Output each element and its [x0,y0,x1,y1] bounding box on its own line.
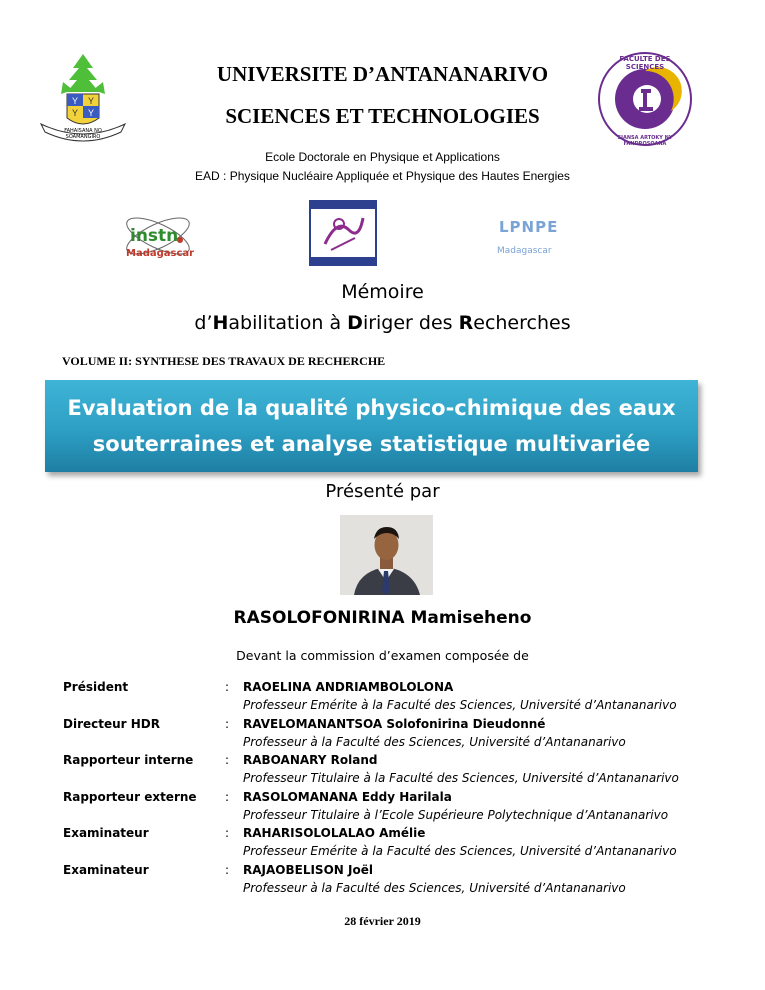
jury-list [63,680,723,900]
jury-role: Président [63,680,129,694]
jury-affiliation: Professeur à la Faculté des Sciences, Université d’Antananarivo [243,880,626,895]
physics-department-logo [309,200,377,266]
jury-role: Rapporteur interne [63,753,194,768]
jury-colon: : [225,716,230,731]
memoire-heading: Mémoire [341,281,424,303]
jury-affiliation: Professeur Titulaire à la Faculté des Sciences, Université d’Antananarivo [243,771,679,786]
hdr-part: d’ [194,312,213,334]
faculty-name: SCIENCES ET TECHNOLOGIES [225,104,540,128]
jury-colon: : [225,789,230,804]
committee-intro: Devant la commission d’examen composée de [236,648,529,663]
lpnpe-logo [493,214,567,264]
jury-row [63,790,723,827]
svg-text:Y: Y [87,96,95,106]
hdr-heading [0,312,765,334]
faculty-seal-bottom-text: SIANSA ARTOKY NY FANDROSOANA [617,135,673,147]
ead-name: EAD : Physique Nucléaire Appliquée et Physique des Hautes Energies [195,169,570,183]
jury-name: RASOLOMANANA Eddy Harilala [243,789,452,804]
jury-name: RABOANARY Roland [243,753,378,768]
jury-affiliation: Professeur Emérite à la Faculté des Sciences, Université d’Antananarivo [243,844,677,859]
jury-row [63,863,723,900]
jury-name: RAHARISOLOLALAO Amélie [243,826,426,841]
svg-text:Y: Y [71,96,79,106]
jury-role: Examinateur [63,862,149,877]
jury-affiliation: Professeur Titulaire à l’Ecole Supérieure Polytechnique d’Antananarivo [243,807,669,822]
jury-role: Examinateur [63,826,149,841]
instn-logo [118,206,196,268]
author-name: RASOLOFONIRINA Mamiseheno [233,608,532,628]
jury-role: Directeur HDR [63,716,161,731]
presented-by: Présenté par [325,481,440,502]
volume-label: VOLUME II: SYNTHESE DES TRAVAUX DE RECHERCHE [62,354,386,368]
instn-logo-text: instn [130,226,179,246]
thesis-title [52,390,692,462]
hdr-part: abilitation à [228,312,348,334]
jury-row [63,717,723,754]
hdr-part: iriger des [362,312,459,334]
thesis-title-banner [45,380,698,472]
jury-name: RAOELINA ANDRIAMBOLOLONA [243,680,454,694]
faculty-seal-top-text: FACULTE DES SCIENCES [619,55,671,71]
lpnpe-logo-country: Madagascar [497,246,552,256]
thesis-title-line: Evaluation de la qualité physico-chimique des eaux [67,396,676,420]
jury-row [63,753,723,790]
jury-row [63,826,723,863]
university-name: UNIVERSITE D’ANTANANARIVO [216,62,549,86]
jury-name: RAVELOMANANTSOA Solofonirina Dieudonné [243,716,546,731]
jury-colon: : [225,826,230,841]
hdr-initial-r: R [458,312,474,334]
hdr-initial-d: D [347,312,363,334]
jury-role: Rapporteur externe [63,789,197,804]
instn-logo-country: Madagascar [126,248,195,259]
jury-colon: : [225,862,230,877]
jury-colon: : [225,680,230,694]
jury-name: RAJAOBELISON Joël [243,862,373,877]
svg-text:Y: Y [71,108,79,118]
svg-text:Y: Y [87,108,95,118]
lpnpe-logo-text: LPNPE [499,218,559,236]
author-photo [340,515,433,595]
defense-date: 28 février 2019 [344,914,421,928]
doctoral-school: Ecole Doctorale en Physique et Applications [265,150,500,164]
hdr-initial-h: H [212,312,229,334]
university-seal-motto: FAHAISANA NO SOAMANGIRO [64,128,102,140]
hdr-part: echerches [473,312,571,334]
thesis-title-line: souterraines et analyse statistique multivariée [92,432,651,456]
jury-row [63,680,723,717]
jury-affiliation: Professeur à la Faculté des Sciences, Université d’Antananarivo [243,734,626,749]
jury-affiliation: Professeur Emérite à la Faculté des Sciences, Université d’Antananarivo [243,698,677,712]
jury-colon: : [225,753,230,768]
